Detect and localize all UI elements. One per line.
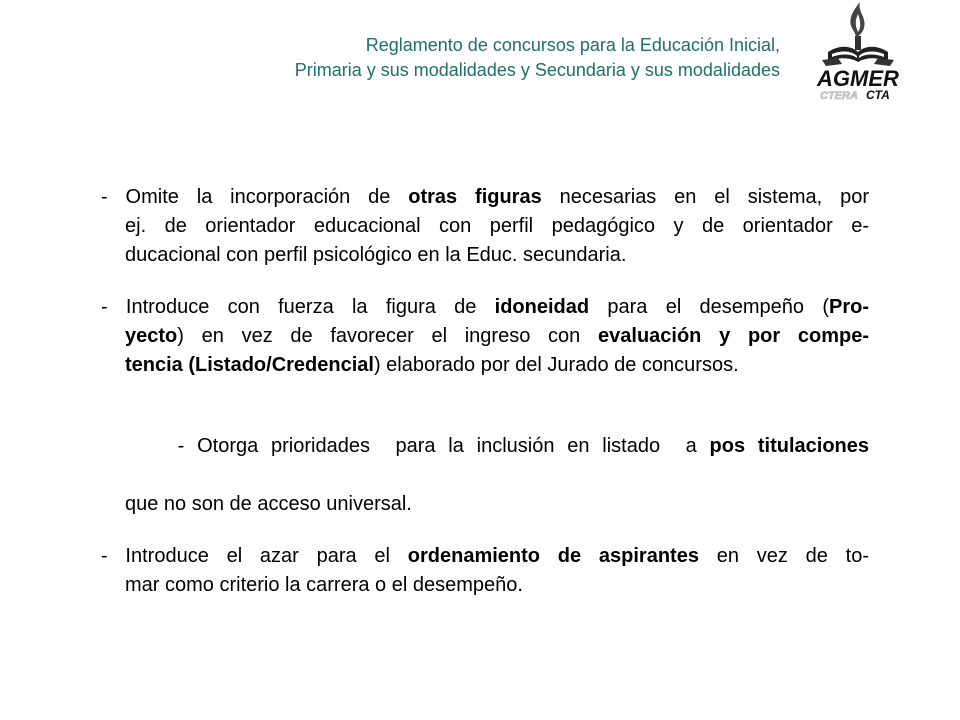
logo-sub-left: CTERA (820, 90, 858, 102)
bullet-line: ej. de orientador educacional con perfil pedagógico y de orientador e- (125, 215, 869, 237)
header-line-1: Reglamento de concursos para la Educación Inicial, (365, 35, 780, 55)
bullet-line: - Introduce con fuerza la figura de idoneidad para el desempeño (Pro- (101, 296, 869, 318)
agmer-logo-graphic (808, 0, 910, 102)
agmer-logo (808, 0, 910, 102)
bullet-item (101, 293, 869, 380)
header-line-2: Primaria y sus modalidades y Secundaria y sus modalidades (294, 60, 780, 80)
bullet-line: - Omite la incorporación de otras figuras necesarias en el sistema, por (101, 186, 869, 208)
logo-name: AGMER (817, 66, 899, 91)
bullet-item (101, 403, 869, 519)
logo-sub-right: CTA (866, 88, 890, 102)
bullet-line: ducacional con perfil psicológico en la Educ. secundaria. (125, 244, 627, 266)
bullet-list (101, 183, 869, 623)
bullet-line: que no son de acceso universal. (125, 493, 412, 515)
bullet-item (101, 183, 869, 270)
document-header (150, 33, 780, 83)
bullet-line: - Introduce el azar para el ordenamiento de aspirantes en vez de to- (101, 545, 869, 567)
bullet-line: yecto) en vez de favorecer el ingreso con evaluación y por compe- (125, 325, 869, 347)
bullet-line: mar como criterio la carrera o el desempeño. (125, 574, 523, 596)
bullet-item (101, 542, 869, 600)
bullet-line: - Otorga prioridades para la inclusión en listado a pos titulaciones (177, 435, 869, 457)
bullet-line: tencia (Listado/Credencial) elaborado por del Jurado de concursos. (125, 354, 739, 376)
